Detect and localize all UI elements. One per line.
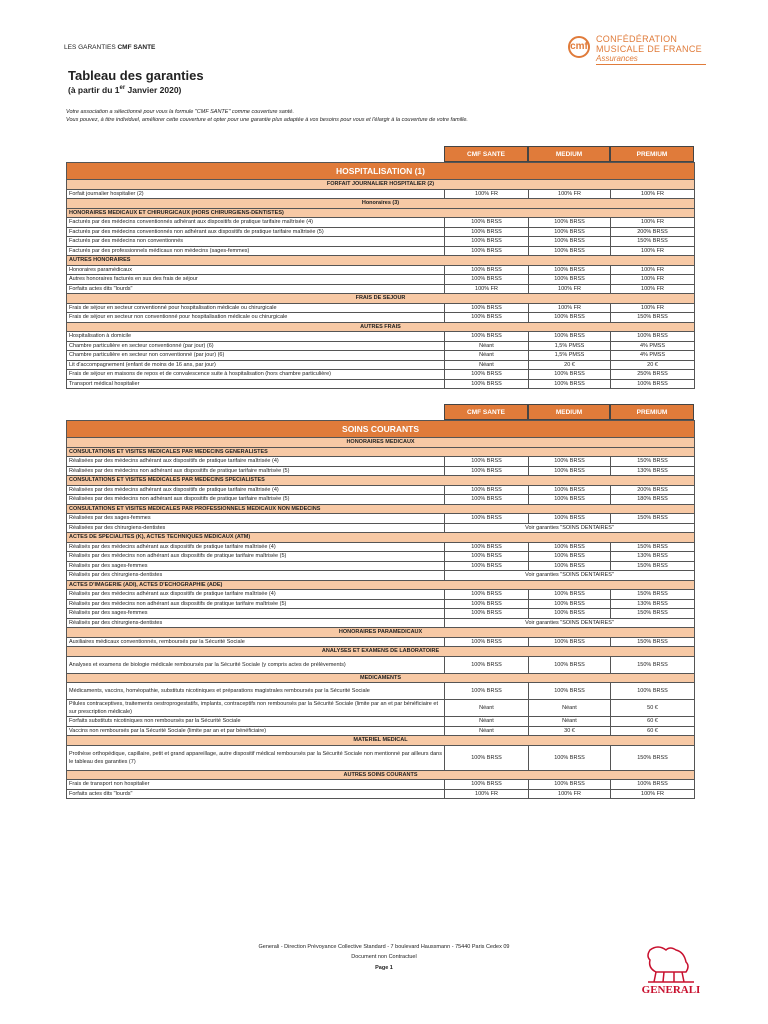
value-cmf-sante: Néant (445, 700, 529, 717)
table-row (67, 726, 695, 736)
table-row (67, 447, 695, 457)
table-row (67, 637, 695, 647)
subtitle-sup: er (119, 85, 126, 92)
value-medium: 100% BRSS (529, 656, 611, 673)
table-row (67, 370, 695, 380)
row-label: Réalisées par des médecins adhérant aux dispositifs de pratique tarifaire maîtrisée (4) (67, 485, 445, 495)
value-premium: 130% BRSS (611, 599, 695, 609)
row-note: Voir garanties "SOINS DENTAIRES" (445, 523, 695, 533)
value-premium: 150% BRSS (611, 637, 695, 647)
cmf-logo (568, 32, 718, 66)
value-cmf-sante: 100% BRSS (445, 485, 529, 495)
value-medium: 100% BRSS (529, 218, 611, 228)
value-premium: 100% FR (611, 284, 695, 294)
category-header: FRAIS DE SEJOUR (67, 294, 695, 304)
value-cmf-sante: 100% BRSS (445, 552, 529, 562)
value-cmf-sante: 100% FR (445, 189, 529, 199)
row-label: Vaccins non remboursés par la Sécurité Sociale (limite par an et par bénéficiaire) (67, 726, 445, 736)
value-cmf-sante: 100% BRSS (445, 609, 529, 619)
row-label: Honoraires paramédicaux (67, 265, 445, 275)
table-row (67, 322, 695, 332)
table-row (67, 673, 695, 683)
value-medium: 100% BRSS (529, 370, 611, 380)
value-cmf-sante: 100% BRSS (445, 227, 529, 237)
value-cmf-sante: 100% BRSS (445, 514, 529, 524)
table-row (67, 438, 695, 448)
value-medium: 100% BRSS (529, 246, 611, 256)
value-premium: 130% BRSS (611, 466, 695, 476)
footer-disclaimer: Document non Contractuel (351, 954, 417, 960)
value-cmf-sante: 100% BRSS (445, 313, 529, 323)
category-header: AUTRES SOINS COURANTS (67, 770, 695, 780)
page-number: Page 1 (375, 965, 393, 971)
value-medium: 100% BRSS (529, 237, 611, 247)
column-header-1 (444, 146, 694, 162)
value-medium: 100% BRSS (529, 599, 611, 609)
value-premium: 100% FR (611, 789, 695, 799)
row-label: Facturés par des médecins non conventionnés (67, 237, 445, 247)
guarantees-table-hospitalisation (66, 162, 695, 389)
row-label: Forfaits actes dits "lourds" (67, 789, 445, 799)
table-row (67, 218, 695, 228)
value-medium: 20 € (529, 360, 611, 370)
row-note: Voir garanties "SOINS DENTAIRES" (445, 618, 695, 628)
subcategory-header: ACTES D'IMAGERIE (ADI), ACTES D'ECHOGRAPHIE (ADE) (67, 580, 695, 590)
subcategory-header: AUTRES HONORAIRES (67, 256, 695, 266)
table-row (67, 514, 695, 524)
value-medium: 100% FR (529, 789, 611, 799)
table-row (67, 256, 695, 266)
value-medium: Néant (529, 717, 611, 727)
row-label: Chambre particulière en secteur non conventionné (par jour) (6) (67, 351, 445, 361)
row-label: Forfaits substituts nicotiniques non remboursés par la Sécurité Sociale (67, 717, 445, 727)
table-row (67, 628, 695, 638)
col-medium: MEDIUM (528, 146, 610, 162)
value-medium: 100% BRSS (529, 561, 611, 571)
row-label: Forfaits actes dits "lourds" (67, 284, 445, 294)
row-label: Frais de transport non hospitalier (67, 780, 445, 790)
table-row (67, 523, 695, 533)
document-header (64, 44, 155, 51)
row-label: Frais de séjour en maisons de repos et de convalescence suite à hospitalisation (hors chambre particulière) (67, 370, 445, 380)
table-row (67, 421, 695, 438)
value-cmf-sante: 100% BRSS (445, 246, 529, 256)
value-premium: 4% PMSS (611, 341, 695, 351)
category-header: HONORAIRES PARAMEDICAUX (67, 628, 695, 638)
value-medium: 100% BRSS (529, 227, 611, 237)
value-cmf-sante: 100% BRSS (445, 303, 529, 313)
value-medium: 100% FR (529, 189, 611, 199)
value-premium: 100% BRSS (611, 780, 695, 790)
value-cmf-sante: Néant (445, 717, 529, 727)
logo-underline (596, 64, 706, 65)
value-cmf-sante: Néant (445, 726, 529, 736)
col-cmf-sante: CMF SANTE (444, 146, 528, 162)
value-cmf-sante: 100% BRSS (445, 265, 529, 275)
table-row (67, 618, 695, 628)
value-cmf-sante: 100% BRSS (445, 332, 529, 342)
value-medium: 100% BRSS (529, 485, 611, 495)
table-row (67, 199, 695, 209)
table-row (67, 341, 695, 351)
value-cmf-sante: 100% BRSS (445, 745, 529, 770)
value-medium: 100% BRSS (529, 590, 611, 600)
col-medium: MEDIUM (528, 404, 610, 420)
value-medium: 100% BRSS (529, 780, 611, 790)
subtitle-a: (à partir du 1 (68, 85, 120, 95)
subtitle-b: Janvier 2020) (125, 85, 182, 95)
section-title: HOSPITALISATION (1) (67, 163, 695, 180)
subcategory-header: ACTES DE SPECIALITES (K), ACTES TECHNIQUES MEDICAUX (ATM) (67, 533, 695, 543)
row-label: Pilules contraceptives, traitements oestroprogestatifs, implants, contraceptifs non remboursés par la Sécurité Sociale (limite par an et par bénéficiaire et sur prescription médicale) (67, 700, 445, 717)
row-label: Prothèse orthopédique, capillaire, petit et grand appareillage, autre dispositif médical remboursés par la Sécurité Sociale non mentionné par ailleurs dans le tableau des garanties (7) (67, 745, 445, 770)
value-premium: 150% BRSS (611, 514, 695, 524)
table-row (67, 237, 695, 247)
table-row (67, 745, 695, 770)
value-cmf-sante: 100% BRSS (445, 656, 529, 673)
intro-line1: Votre association a sélectionné pour vous la formule "CMF SANTE" comme couverture santé. (66, 109, 294, 115)
row-label: Facturés par des médecins conventionnés adhérant aux dispositifs de pratique tarifaire maîtrisée (4) (67, 218, 445, 228)
value-medium: 100% FR (529, 284, 611, 294)
value-cmf-sante: 100% BRSS (445, 370, 529, 380)
category-header: AUTRES FRAIS (67, 322, 695, 332)
row-label: Réalisées par des chirurgiens-dentistes (67, 523, 445, 533)
value-premium: 150% BRSS (611, 656, 695, 673)
value-medium: 100% BRSS (529, 609, 611, 619)
value-premium: 250% BRSS (611, 370, 695, 380)
header-prefix: LES GARANTIES (64, 44, 118, 51)
value-medium: 100% BRSS (529, 457, 611, 467)
value-premium: 60 € (611, 717, 695, 727)
table-row (67, 495, 695, 505)
table-row (67, 571, 695, 581)
table-row (67, 284, 695, 294)
row-label: Réalisés par des sages-femmes (67, 561, 445, 571)
value-cmf-sante: Néant (445, 351, 529, 361)
table-row (67, 303, 695, 313)
category-header: ANALYSES ET EXAMENS DE LABORATOIRE (67, 647, 695, 657)
value-medium: 100% BRSS (529, 683, 611, 700)
value-cmf-sante: 100% BRSS (445, 599, 529, 609)
value-premium: 150% BRSS (611, 590, 695, 600)
value-cmf-sante: 100% BRSS (445, 495, 529, 505)
value-medium: 1,5% PMSS (529, 351, 611, 361)
category-header: MATERIEL MEDICAL (67, 736, 695, 746)
logo-line1: CONFÉDÉRATION (596, 34, 678, 44)
value-premium: 100% FR (611, 246, 695, 256)
table-row (67, 590, 695, 600)
row-label: Réalisées par des médecins non adhérant aux dispositifs de pratique tarifaire maîtrisée (5) (67, 495, 445, 505)
value-cmf-sante: 100% BRSS (445, 379, 529, 389)
value-premium: 100% BRSS (611, 332, 695, 342)
value-premium: 150% BRSS (611, 457, 695, 467)
value-premium: 20 € (611, 360, 695, 370)
value-cmf-sante: 100% BRSS (445, 637, 529, 647)
table-row (67, 504, 695, 514)
category-header: MEDICAMENTS (67, 673, 695, 683)
table-row (67, 275, 695, 285)
category-header: FORFAIT JOURNALIER HOSPITALIER (2) (67, 180, 695, 190)
value-premium: 100% FR (611, 218, 695, 228)
intro-text (66, 108, 706, 124)
header-bold: CMF SANTE (117, 44, 156, 51)
value-cmf-sante: 100% BRSS (445, 590, 529, 600)
value-medium: 100% BRSS (529, 542, 611, 552)
value-medium: 100% BRSS (529, 379, 611, 389)
value-medium: 100% BRSS (529, 637, 611, 647)
row-label: Hospitalisation à domicile (67, 332, 445, 342)
row-label: Transport médical hospitalier (67, 379, 445, 389)
row-label: Réalisés par des chirurgiens-dentistes (67, 571, 445, 581)
value-cmf-sante: Néant (445, 341, 529, 351)
table-row (67, 351, 695, 361)
table-row (67, 700, 695, 717)
value-medium: 100% BRSS (529, 275, 611, 285)
table-row (67, 476, 695, 486)
value-medium: 100% BRSS (529, 514, 611, 524)
value-cmf-sante: 100% BRSS (445, 561, 529, 571)
row-label: Réalisés par des médecins non adhérant aux dispositifs de pratique tarifaire maîtrisée (5) (67, 599, 445, 609)
value-cmf-sante: 100% FR (445, 284, 529, 294)
section-title: SOINS COURANTS (67, 421, 695, 438)
value-premium: 60 € (611, 726, 695, 736)
value-medium: 100% BRSS (529, 332, 611, 342)
table-row (67, 332, 695, 342)
table-row (67, 227, 695, 237)
value-medium: 100% BRSS (529, 313, 611, 323)
category-header: Honoraires (3) (67, 199, 695, 209)
footer-address: Generali - Direction Prévoyance Collective Standard - 7 boulevard Haussmann - 75440 Paris Cedex 09 (258, 944, 510, 950)
value-cmf-sante: 100% BRSS (445, 466, 529, 476)
category-header: HONORAIRES MEDICAUX (67, 438, 695, 448)
row-note: Voir garanties "SOINS DENTAIRES" (445, 571, 695, 581)
table-row (67, 313, 695, 323)
subcategory-header: HONORAIRES MEDICAUX ET CHIRURGICAUX (HORS CHIRURGIENS-DENTISTES) (67, 208, 695, 218)
row-label: Auxiliaires médicaux conventionnés, remboursés par la Sécurité Sociale (67, 637, 445, 647)
value-premium: 150% BRSS (611, 609, 695, 619)
value-premium: 130% BRSS (611, 552, 695, 562)
row-label: Réalisés par des médecins non adhérant aux dispositifs de pratique tarifaire maîtrisée (5) (67, 552, 445, 562)
value-medium: 100% FR (529, 303, 611, 313)
value-medium: 1,5% PMSS (529, 341, 611, 351)
value-premium: 150% BRSS (611, 542, 695, 552)
value-cmf-sante: 100% BRSS (445, 237, 529, 247)
value-cmf-sante: 100% BRSS (445, 275, 529, 285)
row-label: Réalisés par des chirurgiens-dentistes (67, 618, 445, 628)
table-row (67, 360, 695, 370)
row-label: Autres honoraires facturés en sus des frais de séjour (67, 275, 445, 285)
table-row (67, 265, 695, 275)
subcategory-header: CONSULTATIONS ET VISITES MEDICALES PAR PROFESSIONNELS MEDICAUX NON MEDECINS (67, 504, 695, 514)
value-premium: 100% FR (611, 275, 695, 285)
logo-assurances: Assurances (596, 54, 638, 63)
value-cmf-sante: 100% BRSS (445, 683, 529, 700)
value-premium: 180% BRSS (611, 495, 695, 505)
row-label: Chambre particulière en secteur conventionné (par jour) (6) (67, 341, 445, 351)
value-cmf-sante: 100% FR (445, 789, 529, 799)
table-row (67, 208, 695, 218)
value-cmf-sante: 100% BRSS (445, 542, 529, 552)
table-row (67, 561, 695, 571)
row-label: Analyses et examens de biologie médicale remboursés par la Sécurité Sociale (y compris actes de prélèvements) (67, 656, 445, 673)
value-medium: 100% BRSS (529, 466, 611, 476)
row-label: Lit d'accompagnement (enfant de moins de 16 ans, par jour) (67, 360, 445, 370)
row-label: Réalisés par des sages-femmes (67, 609, 445, 619)
table-row (67, 683, 695, 700)
table-row (67, 552, 695, 562)
row-label: Réalisés par des médecins adhérant aux dispositifs de pratique tarifaire maîtrisée (4) (67, 542, 445, 552)
table-row (67, 609, 695, 619)
value-medium: Néant (529, 700, 611, 717)
row-label: Frais de séjour en secteur non conventionné pour hospitalisation médicale ou chirurgicale (67, 313, 445, 323)
value-premium: 150% BRSS (611, 561, 695, 571)
column-header-2 (444, 404, 694, 420)
table-row (67, 599, 695, 609)
row-label: Médicaments, vaccins, homéopathie, substituts nicotiniques et préparations magistrales remboursés par la Sécurité Sociale (67, 683, 445, 700)
subcategory-header: CONSULTATIONS ET VISITES MEDICALES PAR MEDECINS GENERALISTES (67, 447, 695, 457)
value-premium: 100% BRSS (611, 683, 695, 700)
value-medium: 100% BRSS (529, 552, 611, 562)
page-subtitle (68, 85, 181, 95)
table-row (67, 180, 695, 190)
table-row (67, 780, 695, 790)
table-row (67, 466, 695, 476)
table-row (67, 770, 695, 780)
table-row (67, 379, 695, 389)
guarantees-table-soins-courants (66, 420, 695, 799)
value-premium: 150% BRSS (611, 313, 695, 323)
generali-wordmark: GENERALI (641, 984, 701, 996)
table-row (67, 457, 695, 467)
subcategory-header: CONSULTATIONS ET VISITES MEDICALES PAR MEDECINS SPECIALISTES (67, 476, 695, 486)
value-premium: 200% BRSS (611, 485, 695, 495)
table-row (67, 580, 695, 590)
row-label: Facturés par des médecins conventionnés non adhérant aux dispositifs de pratique tarifaire maîtrisée (5) (67, 227, 445, 237)
col-premium: PREMIUM (610, 404, 694, 420)
table-row (67, 294, 695, 304)
logo-text (596, 34, 702, 54)
value-medium: 30 € (529, 726, 611, 736)
col-premium: PREMIUM (610, 146, 694, 162)
value-premium: 100% FR (611, 303, 695, 313)
table-row (67, 485, 695, 495)
table-row (67, 189, 695, 199)
value-medium: 100% BRSS (529, 495, 611, 505)
table-row (67, 789, 695, 799)
table-row (67, 542, 695, 552)
row-label: Frais de séjour en secteur conventionné pour hospitalisation médicale ou chirurgicale (67, 303, 445, 313)
value-premium: 50 € (611, 700, 695, 717)
table-row (67, 533, 695, 543)
cmf-mark-icon: cmf (568, 36, 590, 58)
page-title: Tableau des garanties (68, 68, 204, 83)
value-cmf-sante: 100% BRSS (445, 218, 529, 228)
value-cmf-sante: 100% BRSS (445, 457, 529, 467)
col-cmf-sante: CMF SANTE (444, 404, 528, 420)
value-premium: 150% BRSS (611, 237, 695, 247)
row-label: Réalisés par des médecins adhérant aux dispositifs de pratique tarifaire maîtrisée (4) (67, 590, 445, 600)
table-row (67, 717, 695, 727)
table-row (67, 656, 695, 673)
table-row (67, 246, 695, 256)
value-premium: 100% FR (611, 265, 695, 275)
table-row (67, 736, 695, 746)
table-row (67, 163, 695, 180)
row-label: Réalisées par des sages-femmes (67, 514, 445, 524)
value-premium: 4% PMSS (611, 351, 695, 361)
row-label: Forfait journalier hospitalier (2) (67, 189, 445, 199)
intro-line2: Vous pouvez, à titre individuel, améliorer cette couverture et opter pour une garantie plus adaptée à vos besoins pour vous et l'élargir à la couverture de votre famille. (66, 117, 468, 123)
table-row (67, 647, 695, 657)
generali-logo (636, 942, 706, 998)
row-label: Facturés par des professionnels médicaux non médecins (sages-femmes) (67, 246, 445, 256)
logo-line2: MUSICALE DE FRANCE (596, 44, 702, 54)
value-premium: 200% BRSS (611, 227, 695, 237)
value-premium: 150% BRSS (611, 745, 695, 770)
value-cmf-sante: 100% BRSS (445, 780, 529, 790)
value-cmf-sante: Néant (445, 360, 529, 370)
row-label: Réalisées par des médecins adhérant aux dispositifs de pratique tarifaire maîtrisée (4) (67, 457, 445, 467)
value-medium: 100% BRSS (529, 265, 611, 275)
value-premium: 100% FR (611, 189, 695, 199)
row-label: Réalisées par des médecins non adhérant aux dispositifs de pratique tarifaire maîtrisée (5) (67, 466, 445, 476)
value-premium: 100% BRSS (611, 379, 695, 389)
value-medium: 100% BRSS (529, 745, 611, 770)
